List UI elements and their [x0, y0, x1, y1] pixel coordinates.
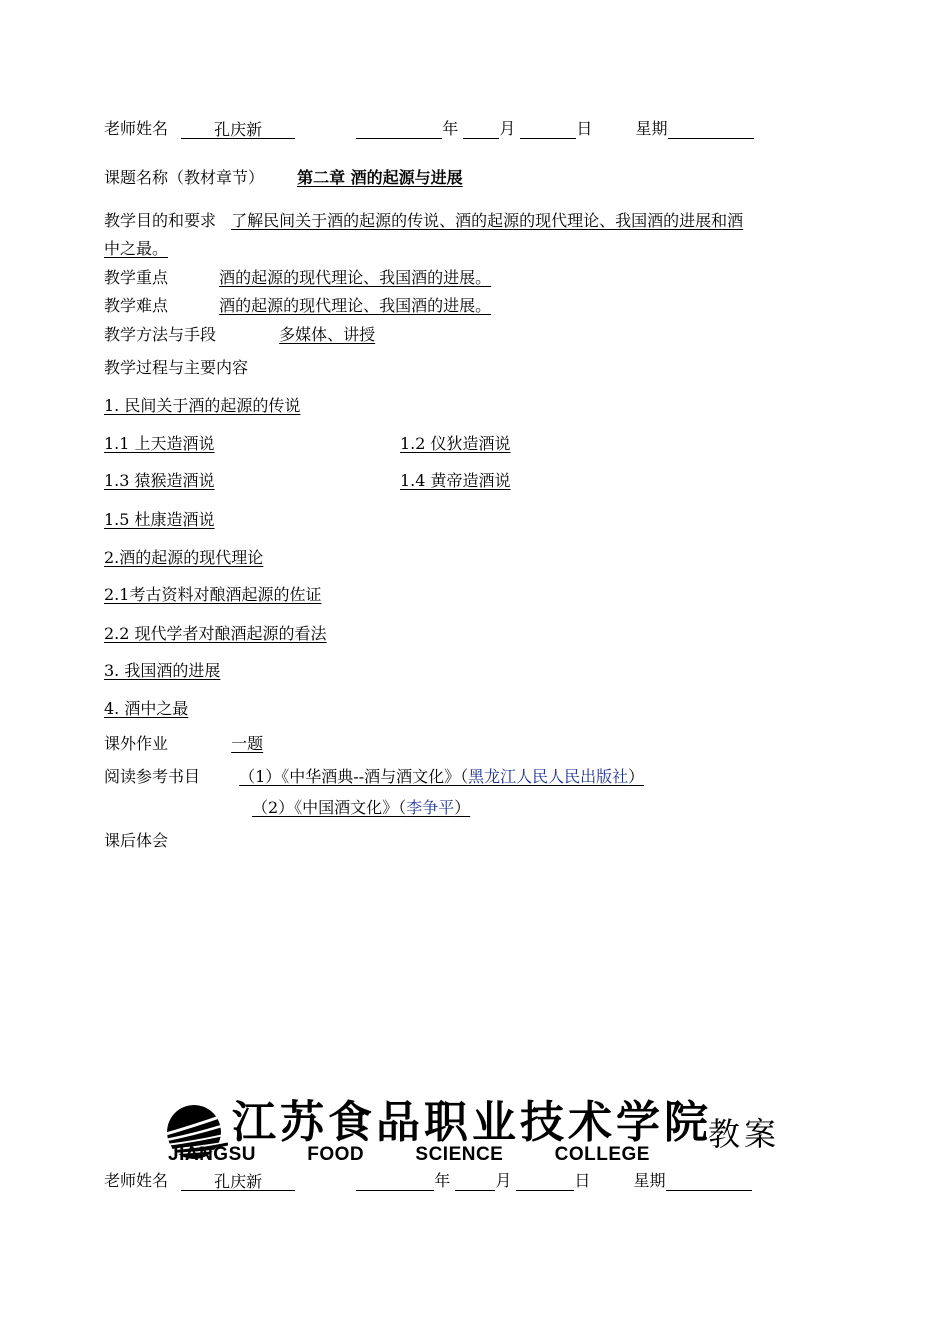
outline-item-3	[104, 661, 220, 681]
outline-item-2-1-text: 2.1考古资料对酿酒起源的佐证	[104, 585, 322, 604]
reading-label: 阅读参考书目	[104, 767, 201, 786]
teacher-name-field	[181, 120, 295, 139]
year-blank	[356, 120, 442, 139]
reading-ref-2-title: （2）《中国酒文化》（	[252, 798, 407, 817]
course-title-label: 课题名称（教材章节）	[104, 168, 265, 187]
outline-row-1-1	[104, 434, 511, 454]
day-label-2: 日	[574, 1171, 591, 1190]
outline-item-2-text: 2.酒的起源的现代理论	[104, 548, 264, 567]
homework-label: 课外作业	[104, 734, 169, 753]
reading-row-1	[104, 767, 644, 787]
outline-item-1-4: 1.4 黄帝造酒说	[400, 471, 511, 490]
month-blank	[463, 120, 499, 139]
day-blank	[520, 120, 576, 139]
outline-item-1-text: 1. 民间关于酒的起源的传说	[104, 396, 301, 415]
outline-item-1-2: 1.2 仪狄造酒说	[400, 434, 511, 453]
outline-item-1	[104, 396, 300, 416]
day-blank-2	[516, 1172, 574, 1191]
course-title-row	[104, 168, 463, 188]
outline-item-1-5-text: 1.5 杜康造酒说	[104, 510, 215, 529]
college-name-cn: 江苏食品职业技术学院	[232, 1097, 712, 1148]
outline-item-2-1	[104, 585, 321, 605]
month-label-2: 月	[495, 1171, 512, 1190]
day-label: 日	[576, 119, 593, 138]
reading-ref-2-author: 李争平	[406, 798, 455, 817]
key-points-value: 酒的起源的现代理论、我国酒的进展。	[219, 268, 492, 287]
reading-ref-1-publisher: 黑龙江人民人民出版社	[468, 767, 629, 786]
college-name-en-word-4: COLLEGE	[554, 1144, 650, 1165]
difficulty-label: 教学难点	[104, 296, 169, 315]
college-name-en-word-3: SCIENCE	[415, 1144, 504, 1165]
reflection-label: 课后体会	[104, 831, 169, 850]
weekday-blank	[668, 120, 754, 139]
homework-value: 一题	[231, 734, 264, 753]
reading-row-2	[246, 798, 470, 818]
method-value: 多媒体、讲授	[279, 325, 376, 344]
method-row	[104, 325, 375, 345]
year-label-2: 年	[434, 1171, 451, 1190]
teacher-name-field-2	[181, 1172, 295, 1191]
teacher-name-2: 孔庆新	[214, 1172, 263, 1191]
outline-item-3-text: 3. 我国酒的进展	[104, 661, 221, 680]
weekday-blank-2	[666, 1172, 752, 1191]
reading-ref-2-close: ）	[454, 798, 471, 817]
teacher-name: 孔庆新	[214, 120, 263, 139]
month-label: 月	[499, 119, 516, 138]
outline-item-1-1: 1.1 上天造酒说	[104, 434, 215, 453]
teacher-label: 老师姓名	[104, 119, 169, 138]
course-title-value: 第二章 酒的起源与进展	[297, 168, 463, 187]
teacher-name-row	[104, 119, 754, 139]
college-name-en-word-2: FOOD	[307, 1144, 365, 1165]
doc-type-title: 教案	[708, 1115, 781, 1153]
objective-line2-row	[104, 239, 174, 259]
reading-ref-2	[246, 798, 470, 817]
teacher-name-row-2	[104, 1171, 752, 1191]
objective-line2: 中之最。	[104, 239, 169, 258]
college-name-en	[168, 1144, 650, 1166]
reading-ref-1-title: （1）《中华酒典--酒与酒文化》（	[239, 767, 469, 786]
objective-label: 教学目的和要求	[104, 211, 217, 230]
reading-ref-1	[223, 767, 644, 786]
objective-row	[104, 211, 743, 231]
year-label: 年	[442, 119, 459, 138]
key-points-label: 教学重点	[104, 268, 169, 287]
outline-item-2-2-text: 2.2 现代学者对酿酒起源的看法	[104, 624, 327, 643]
objective-line1: 了解民间关于酒的起源的传说、酒的起源的现代理论、我国酒的进展和酒	[231, 211, 744, 230]
key-points-row	[104, 268, 497, 288]
reading-ref-1-close: ）	[628, 767, 645, 786]
month-blank-2	[455, 1172, 495, 1191]
outline-item-1-3: 1.3 猿猴造酒说	[104, 471, 215, 490]
weekday-label-2: 星期	[633, 1171, 666, 1190]
outline-item-2-2	[104, 624, 327, 644]
outline-item-2	[104, 548, 263, 568]
outline-item-4-text: 4. 酒中之最	[104, 699, 189, 718]
method-label: 教学方法与手段	[104, 325, 217, 344]
process-label: 教学过程与主要内容	[104, 358, 249, 377]
college-name-en-word-1: JIANGSU	[168, 1144, 256, 1165]
difficulty-row	[104, 296, 497, 316]
teacher-label-2: 老师姓名	[104, 1171, 169, 1190]
weekday-label: 星期	[635, 119, 668, 138]
outline-row-1-3	[104, 471, 511, 491]
difficulty-value: 酒的起源的现代理论、我国酒的进展。	[219, 296, 492, 315]
outline-item-4	[104, 699, 700, 719]
outline-item-1-5	[104, 510, 215, 530]
homework-row	[104, 734, 263, 754]
year-blank-2	[356, 1172, 434, 1191]
